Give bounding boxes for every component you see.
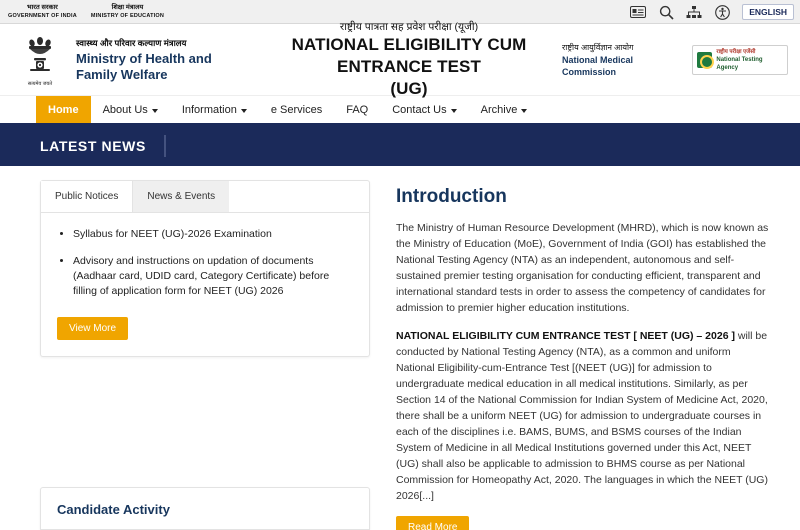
list-item[interactable]: • Advisory and instructions on updation of documents (Aadhaar card, UDID card, Category Certificate) before filling of application form for NEET (UG) 2026: [73, 254, 353, 299]
ministry-name-english: [76, 51, 256, 83]
neet-paragraph-rest: will be conducted by National Testing Agency (NTA), as a common and uniform National Eligibility-cum-Entrance Test [(NEET (UG)] for admission to undergraduate medical education in all medical institutions. Similarly, as per Section 14 of the National Commission for Indian System of Medicine Act, 2020, there shall be a uniform NEET (UG) for admission to undergraduate courses in each of the disciplines i.e. BAMS, BUMS, and BSMS courses of the Indian System of Medicine in all Medical Institutions governed under this Act, NEET (UG) shall also be applicable to admission to BHMS course as per National Commission for Homeopathy Act, 2020. The languages in which the NEET (UG) 2026[...]: [396, 330, 768, 502]
ministry-name-hindi: स्वास्थ्य और परिवार कल्याण मंत्रालय: [76, 37, 187, 48]
site-title-line1: NATIONAL ELIGIBILITY CUM ENTRANCE TEST: [291, 34, 527, 76]
gov-en-text: GOVERNMENT OF INDIA: [8, 12, 77, 19]
edu-hi-text: शिक्षा मंत्रालय: [111, 3, 144, 11]
nta-logo-text: [716, 48, 783, 72]
page-content: [0, 166, 800, 530]
site-title-hindi: राष्ट्रीय पात्रता सह प्रवेश परीक्षा (यूजी): [339, 20, 479, 33]
nta-text-hindi: राष्ट्रीय परीक्षा एजेंसी: [716, 48, 756, 55]
latest-news-label: LATEST NEWS: [0, 135, 166, 157]
nmc-block: [562, 42, 692, 78]
site-title-block: [256, 20, 562, 100]
national-emblem-icon: [12, 28, 68, 92]
candidate-activity-section: [40, 487, 370, 530]
introduction-paragraph-2: [396, 328, 772, 504]
language-selector[interactable]: ENGLISH: [742, 4, 794, 20]
nav-item-about-us[interactable]: [91, 96, 170, 123]
nmc-name-english-line1: National Medical: [562, 54, 634, 65]
tab-public-notices[interactable]: Public Notices: [41, 181, 132, 212]
latest-news-band: [0, 126, 800, 166]
nta-logo-block: [692, 45, 788, 75]
ministry-en-line2: Family Welfare: [76, 66, 168, 82]
id-card-icon[interactable]: [630, 4, 646, 20]
nav-item-contact-us[interactable]: [380, 96, 468, 123]
site-title-line2: (UG): [390, 78, 428, 98]
notices-list: [41, 213, 369, 317]
list-item[interactable]: • Syllabus for NEET (UG)-2026 Examination: [73, 227, 353, 242]
nav-label-archive: Archive: [480, 103, 518, 116]
notices-tablist: [41, 181, 369, 213]
topbar-left-group: [8, 4, 164, 20]
nmc-name-hindi: राष्ट्रीय आयुर्विज्ञान आयोग: [562, 42, 634, 52]
tab-news-and-events[interactable]: News & Events: [132, 181, 229, 212]
nav-item-information[interactable]: [170, 96, 259, 123]
nav-item-e-services[interactable]: [259, 96, 334, 123]
read-more-button[interactable]: Read More: [396, 516, 469, 530]
chevron-down-icon: [241, 109, 247, 113]
nav-item-faq[interactable]: [334, 96, 380, 123]
accessibility-icon[interactable]: [714, 4, 730, 20]
chevron-down-icon: [451, 109, 457, 113]
candidate-activity-card: [40, 487, 370, 530]
left-column: [40, 180, 370, 530]
gov-hi-text: भारत सरकार: [27, 3, 58, 11]
candidate-activity-title: Candidate Activity: [57, 502, 170, 517]
nav-label-contact-us: Contact Us: [392, 103, 447, 116]
nta-text-english: National Testing Agency: [716, 56, 763, 71]
ministry-name-block: [76, 37, 256, 83]
edu-en-text: MINISTRY OF EDUCATION: [90, 12, 165, 19]
site-title-english: [262, 34, 556, 100]
nav-item-archive[interactable]: [469, 96, 540, 123]
nmc-name-english-line2: Commission: [562, 66, 617, 77]
introduction-paragraph-1: The Ministry of Human Resource Development (MHRD), which is now known as the Ministry of Education (MoE), Government of India (GOI) has established the National Testing Agency (NTA) as an independent, autonomous and self-sustained premier testing organisation for conducting efficient, transparent and international standard tests in order to assess the competency of candidates for admission to premier higher education institutions.: [396, 222, 769, 314]
topbar-tools: [630, 0, 794, 24]
ministry-of-education-label: [91, 4, 164, 20]
nav-label-information: Information: [181, 103, 237, 116]
search-icon[interactable]: [658, 4, 674, 20]
nav-item-home[interactable]: [36, 96, 91, 123]
view-more-button[interactable]: View More: [57, 317, 128, 340]
introduction-heading: Introduction: [396, 186, 507, 207]
nta-emblem-icon: [697, 52, 712, 68]
public-notices-card: [40, 180, 370, 357]
nav-label-about-us: About Us: [102, 103, 148, 116]
site-header: [0, 20, 800, 98]
government-of-india-label: [8, 4, 77, 20]
nav-label-faq: FAQ: [346, 103, 369, 116]
right-column: [396, 180, 772, 530]
chevron-down-icon: [521, 109, 527, 113]
neet-title-bold: NATIONAL ELIGIBILITY CUM ENTRANCE TEST [ NEET (UG) – 2026 ]: [396, 330, 735, 342]
nta-logo: [692, 45, 788, 75]
chevron-down-icon: [152, 109, 158, 113]
nav-label-home: Home: [48, 103, 79, 116]
view-more-wrapper: [41, 317, 369, 356]
sitemap-icon[interactable]: [686, 4, 702, 20]
nav-label-e-services: e Services: [270, 103, 323, 116]
ministry-en-line1: Ministry of Health and: [76, 50, 212, 66]
read-more-wrapper: [396, 516, 772, 530]
main-navigation: [0, 96, 800, 126]
emblem-motto: सत्यमेव जयते: [27, 81, 53, 87]
